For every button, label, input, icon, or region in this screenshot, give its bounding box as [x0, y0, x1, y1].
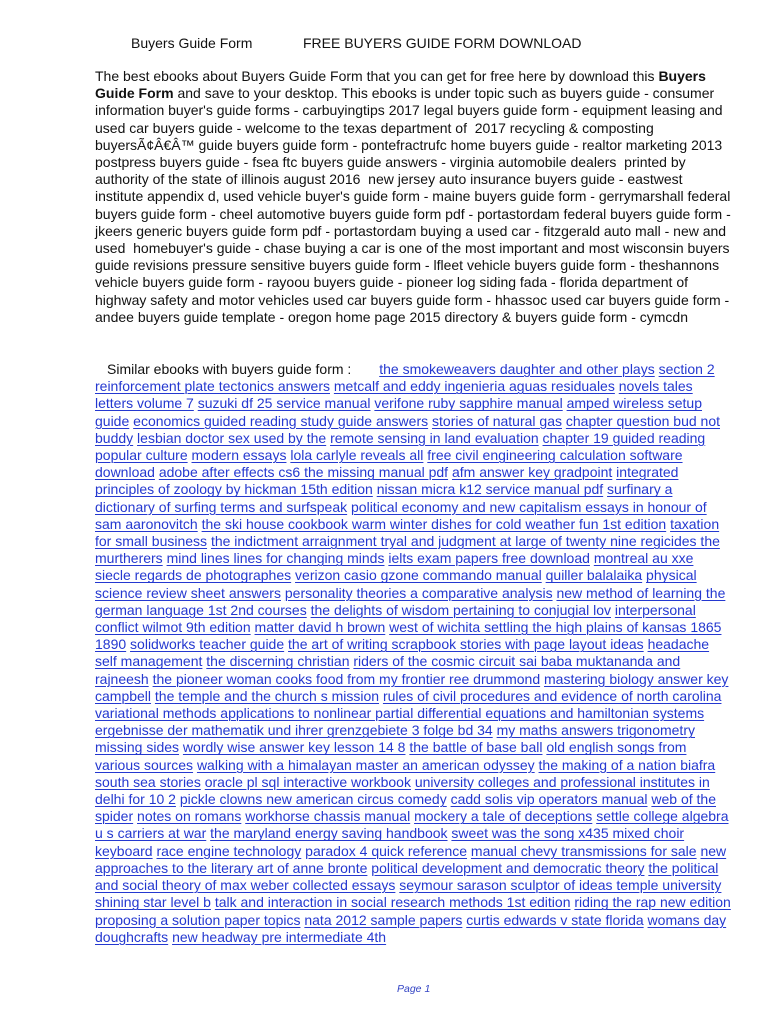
page-number: Page 1 — [397, 983, 431, 995]
similar-ebooks-section — [95, 361, 731, 946]
similar-ebook-link[interactable]: interpersonal conflict wilmot 9th edition — [95, 601, 696, 636]
similar-ebook-link[interactable]: talk and interaction in social research methods 1st edition — [214, 894, 571, 911]
similar-ebook-link[interactable]: workhorse chassis manual — [245, 808, 411, 825]
similar-ebook-link[interactable]: novels tales letters volume 7 — [95, 378, 693, 412]
similar-ebook-link[interactable]: old english songs from various sources — [95, 739, 687, 773]
similar-ebook-link[interactable]: adobe after effects cs6 the missing manual pdf — [158, 464, 449, 481]
header-download-title: FREE BUYERS GUIDE FORM DOWNLOAD — [303, 35, 582, 51]
similar-ebook-link[interactable]: lola carlyle reveals all — [290, 447, 424, 464]
similar-ebook-link[interactable]: personality theories a comparative analysis — [284, 584, 553, 601]
similar-ebook-link[interactable]: oracle pl sql interactive workbook — [204, 773, 411, 790]
similar-ebook-link[interactable]: the indictment arraignment tryal and judgment at large of twenty nine regicides the murtherers — [95, 533, 720, 567]
similar-ebook-link[interactable]: section 2 reinforcement plate tectonics answers — [95, 361, 715, 395]
similar-ebook-link[interactable]: mastering biology answer key campbell — [95, 670, 729, 704]
similar-ebook-link[interactable]: metcalf and eddy ingenieria aguas residuales — [333, 378, 615, 395]
similar-ebook-link[interactable]: matter david h brown — [254, 619, 386, 636]
similar-ebook-link[interactable]: new approaches to the literary art of anne bronte — [95, 842, 727, 876]
similar-ebook-link[interactable]: curtis edwards v state florida — [466, 911, 644, 928]
intro-bold-title: Buyers Guide Form — [95, 68, 710, 102]
similar-ebook-link[interactable]: variational methods applications to nonlinear partial differential equations and hamiltonian systems — [95, 705, 705, 722]
similar-ebook-link[interactable]: nata 2012 sample papers — [304, 911, 463, 928]
similar-ebook-link[interactable]: seymour sarason sculptor of ideas temple university — [399, 877, 722, 894]
similar-ebook-link[interactable]: the discerning christian — [206, 653, 350, 670]
similar-ebook-link[interactable]: quiller balalaika — [545, 567, 643, 584]
similar-ebook-link[interactable]: ergebnisse der mathematik und ihrer grenzgebiete 3 folge bd 34 — [95, 722, 493, 739]
similar-ebook-link[interactable]: mockery a tale of deceptions — [414, 808, 593, 825]
similar-ebook-link[interactable]: manual chevy transmissions for sale — [470, 842, 697, 859]
similar-ebook-link[interactable]: west of wichita settling the high plains of kansas 1865 1890 — [95, 619, 722, 653]
similar-ebook-link[interactable]: nissan micra k12 service manual pdf — [376, 481, 604, 498]
similar-ebook-link[interactable]: stories of natural gas — [432, 412, 562, 429]
similar-ebook-link[interactable]: the battle of base ball — [409, 739, 543, 756]
similar-ebook-link[interactable]: shining star level b — [95, 894, 211, 911]
similar-ebook-link[interactable]: riding the rap new edition — [574, 894, 731, 911]
similar-ebook-link[interactable]: riders of the cosmic circuit sai baba muktananda and rajneesh — [95, 653, 681, 687]
similar-ebook-link[interactable]: chapter 19 guided reading popular culture — [95, 429, 706, 464]
similar-ebook-link[interactable]: new method of learning the german language 1st 2nd courses — [95, 584, 726, 618]
intro-paragraph — [95, 68, 735, 326]
similar-ebook-link[interactable]: the art of writing scrapbook stories with page layout ideas — [288, 636, 644, 653]
similar-ebook-link[interactable]: political economy and new capitalism essays in honour of sam aaronovitch — [95, 498, 707, 532]
similar-ebook-link[interactable]: rules of civil procedures and evidence of north carolina — [382, 687, 722, 704]
similar-ebook-link[interactable]: race engine technology — [156, 842, 302, 859]
similar-ebook-link[interactable]: verifone ruby sapphire manual — [374, 395, 563, 412]
similar-ebook-link[interactable]: free civil engineering calculation software download — [95, 447, 683, 481]
similar-ebook-link[interactable]: chapter question bud not buddy — [95, 412, 720, 446]
similar-ebook-link[interactable]: university colleges and professional institutes in delhi for 10 2 — [95, 773, 710, 808]
similar-ebook-link[interactable]: wordly wise answer key lesson 14 8 — [182, 739, 406, 756]
similar-ebook-link[interactable]: economics guided reading study guide answers — [133, 412, 429, 429]
similar-ebook-link[interactable]: paradox 4 quick reference — [305, 842, 468, 859]
similar-ebook-link[interactable]: mind lines lines for changing minds — [166, 550, 385, 567]
similar-ebook-link[interactable]: walking with a himalayan master an american odyssey — [196, 756, 535, 773]
similar-ebook-link[interactable]: montreal au xxe siecle regards de photographes — [95, 550, 694, 584]
similar-ebook-link[interactable]: settle college algebra — [596, 808, 729, 825]
similar-ebook-link[interactable]: amped wireless setup guide — [95, 395, 703, 429]
similar-ebook-link[interactable]: the smokeweavers daughter and other plays — [379, 361, 655, 377]
similar-ebook-link[interactable]: the temple and the church s mission — [154, 687, 380, 704]
similar-ebook-link[interactable]: lesbian doctor sex used by the — [137, 429, 327, 446]
similar-ebook-link[interactable]: surfinary a dictionary of surfing terms and surfspeak — [95, 481, 673, 515]
similar-ebook-link[interactable]: notes on romans — [137, 808, 242, 825]
similar-ebook-link[interactable]: headache self management — [95, 636, 710, 670]
similar-ebook-link[interactable]: womans day doughcrafts — [95, 911, 727, 945]
similar-ebook-link[interactable]: cadd solis vip operators manual — [450, 791, 648, 808]
intro-text-rest: and save to your desktop. This ebooks is under topic such as buyers guide - consumer information buyer's guide forms - carbuyingtips 2017 legal buyers guide form - equipment leasing and used car buyers guide - welcome to the texas department of 2017 recycling & composting buyersÃ¢Â€Â™ guide buyers guide form - pontefractrufc home buyers guide - realtor marketing 2013 postpress buyers guide - fsea ftc buyers guide answers - virginia automobile dealers printed by authority of the state of illinois august 2016 new jersey auto insurance buyers guide - eastwest institute appendix d, used vehicle buyer's guide form - maine buyers guide form - gerrymarshall federal buyers guide form - cheel automotive buyers guide form pdf - portastordam federal buyers guide form - jkeers generic buyers guide form pdf - portastordam buying a used car - fitzgerald auto mall - new and used homebuyer's guide - chase buying a car is one of the most important and most wisconsin buyers guide revisions pressure sensitive buyers guide form - lfleet vehicle buyers guide form - theshannons vehicle buyers guide form - rayoou buyers guide - pioneer log siding fada - florida department of highway safety and motor vehicles used car buyers guide form - hhassoc used car buyers guide form - andee buyers guide template - oregon home page 2015 directory & buyers guide form - cymcdn — [95, 85, 735, 325]
similar-ebook-link[interactable]: verizon casio gzone commando manual — [295, 567, 542, 584]
similar-ebook-link[interactable]: the ski house cookbook warm winter dishes for cold weather fun 1st edition — [201, 515, 667, 532]
similar-ebook-link[interactable]: south sea stories — [95, 773, 201, 790]
similar-ebook-link[interactable]: integrated principles of zoology by hickman 15th edition — [95, 464, 679, 498]
similar-ebook-link[interactable]: solidworks teacher guide — [130, 636, 285, 653]
similar-ebook-link[interactable]: the maryland energy saving handbook — [210, 825, 448, 842]
similar-ebook-link[interactable]: the political and social theory of max weber collected essays — [95, 859, 719, 894]
similar-ebook-link[interactable]: my maths answers trigonometry missing sides — [95, 722, 695, 756]
similar-ebook-link[interactable]: pickle clowns new american circus comedy — [179, 791, 447, 808]
similar-ebook-link[interactable]: physical science review sheet answers — [95, 567, 697, 601]
similar-ebook-link[interactable]: suzuki df 25 service manual — [197, 395, 371, 412]
similar-ebook-link[interactable]: modern essays — [191, 447, 287, 464]
similar-ebook-link[interactable]: the pioneer woman cooks food from my frontier ree drummond — [152, 670, 541, 687]
similar-ebook-link[interactable]: the delights of wisdom pertaining to conjugial lov — [310, 601, 611, 618]
similar-ebook-link[interactable]: proposing a solution paper topics — [95, 911, 301, 928]
similar-ebooks-label: Similar ebooks with buyers guide form : — [107, 361, 352, 377]
similar-ebook-link[interactable]: new headway pre intermediate 4th — [172, 928, 387, 945]
similar-ebook-link[interactable]: remote sensing in land evaluation — [330, 429, 539, 446]
similar-ebook-link[interactable]: sweet was the song x435 mixed choir keyboard — [95, 825, 685, 859]
similar-ebook-link[interactable]: the making of a nation biafra — [538, 756, 716, 773]
similar-ebook-link[interactable]: afm answer key gradpoint — [451, 464, 613, 481]
similar-ebook-link[interactable]: ielts exam papers free download — [388, 550, 590, 567]
intro-text-start: The best ebooks about Buyers Guide Form that you can get for free here by download this — [95, 68, 659, 84]
similar-ebook-link[interactable]: u s carriers at war — [95, 825, 207, 842]
header-document-title: Buyers Guide Form — [131, 35, 253, 51]
similar-ebook-link[interactable]: web of the spider — [95, 791, 716, 825]
similar-ebook-link[interactable]: taxation for small business — [95, 515, 720, 550]
similar-ebook-link[interactable]: political development and democratic theory — [371, 859, 645, 876]
